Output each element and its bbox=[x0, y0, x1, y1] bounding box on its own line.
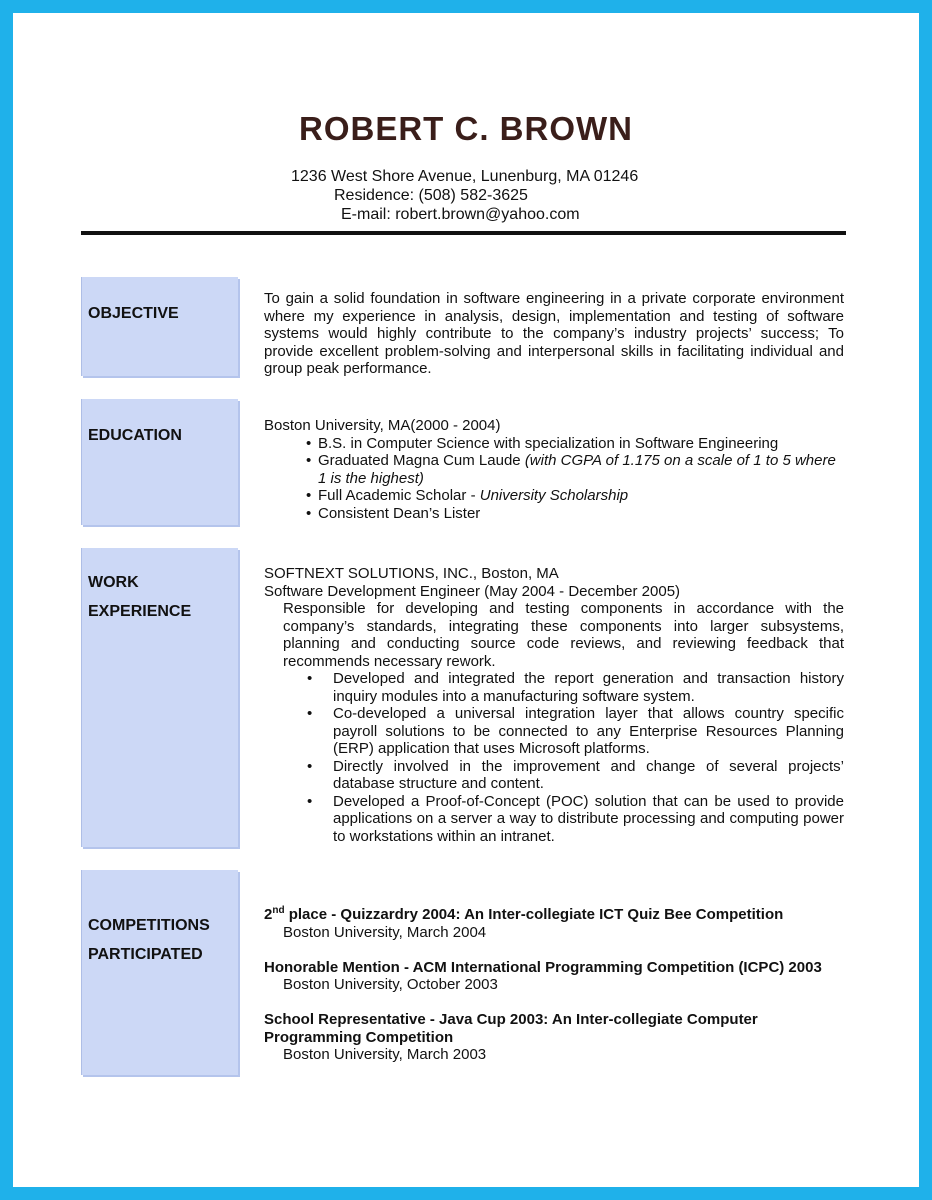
education-label: EDUCATION bbox=[88, 427, 182, 444]
company: SOFTNEXT SOLUTIONS, INC., Boston, MA bbox=[264, 565, 559, 582]
education-item: • B.S. in Computer Science with specialization in Software Engineering bbox=[306, 434, 779, 452]
education-school: Boston University, MA(2000 - 2004) bbox=[264, 417, 501, 434]
objective-text: To gain a solid foundation in software engineering in a private corporate environment where my experience in analysis, design, implementation and testing of software systems would highly contribute to the company’s industry projects’ success; To provide excellent problem-solving and interpersonal skills in facilitating individual and group peak performance. bbox=[264, 290, 844, 377]
education-content bbox=[264, 417, 844, 522]
work-label-line2: EXPERIENCE bbox=[88, 603, 192, 620]
competitions-label-box bbox=[81, 870, 238, 1075]
work-bullet: • Co-developed a universal integration layer that allows country specific payroll solutions to be connected to any Enterprise Resources Planning (ERP) application that uses Microsoft platforms. bbox=[307, 705, 844, 757]
work-bullet: • Developed and integrated the report generation and transaction history inquiry modules into a manufacturing software system. bbox=[307, 670, 844, 705]
position: Software Development Engineer (May 2004 - December 2005) bbox=[264, 582, 681, 600]
bullet: • bbox=[307, 705, 313, 722]
bullet: • bbox=[307, 670, 313, 687]
bullet: • bbox=[306, 487, 312, 504]
work-content bbox=[264, 565, 844, 845]
bullet: • bbox=[307, 792, 313, 810]
education-item: • Graduated Magna Cum Laude (with CGPA of 1.175 on a scale of 1 to 5 where 1 is the highest) bbox=[306, 452, 836, 487]
competition-title: 2nd place - Quizzardry 2004: An Inter-collegiate ICT Quiz Bee Competition bbox=[264, 905, 784, 923]
competition-detail: Boston University, October 2003 bbox=[283, 976, 498, 993]
address: 1236 West Shore Avenue, Lunenburg, MA 01246 bbox=[291, 168, 639, 185]
competition-detail: Boston University, March 2004 bbox=[283, 923, 487, 941]
candidate-name: ROBERT C. BROWN bbox=[299, 110, 633, 147]
work-summary: Responsible for developing and testing components in accordance with the company’s standards, integrating these components into larger subsystems, planning and conducting source code reviews, and reviewing feedback that recommends necessary rework. bbox=[283, 600, 844, 670]
education-label-box bbox=[81, 399, 238, 525]
competitions-label-line1: COMPETITIONS bbox=[88, 917, 210, 934]
email: E-mail: robert.brown@yahoo.com bbox=[341, 206, 580, 223]
work-bullet: • Developed a Proof-of-Concept (POC) solution that can be used to provide applications on a server a way to distribute processing and computing power to workstations within an intranet. bbox=[307, 792, 844, 845]
residence-phone: Residence: (508) 582-3625 bbox=[334, 187, 528, 204]
competitions-label-line2: PARTICIPATED bbox=[88, 946, 203, 963]
education-item: • Consistent Dean’s Lister bbox=[306, 504, 481, 522]
education-item: • Full Academic Scholar - University Scholarship bbox=[306, 487, 629, 504]
competitions-content bbox=[264, 906, 844, 1064]
competition-detail: Boston University, March 2003 bbox=[283, 1046, 487, 1063]
competition-title: Honorable Mention - ACM International Programming Competition (ICPC) 2003 bbox=[264, 958, 822, 976]
work-label-line1: WORK bbox=[88, 574, 139, 591]
header-divider bbox=[81, 231, 846, 235]
work-bullet: • Directly involved in the improvement and change of several projects’ database structure and content. bbox=[307, 757, 844, 792]
bullet: • bbox=[306, 434, 312, 452]
objective-label: OBJECTIVE bbox=[88, 305, 179, 322]
bullet: • bbox=[306, 504, 312, 522]
bullet: • bbox=[306, 452, 312, 469]
competition-title: School Representative - Java Cup 2003: An Inter-collegiate Computer Programming Competition bbox=[264, 1011, 758, 1046]
bullet: • bbox=[307, 757, 313, 775]
